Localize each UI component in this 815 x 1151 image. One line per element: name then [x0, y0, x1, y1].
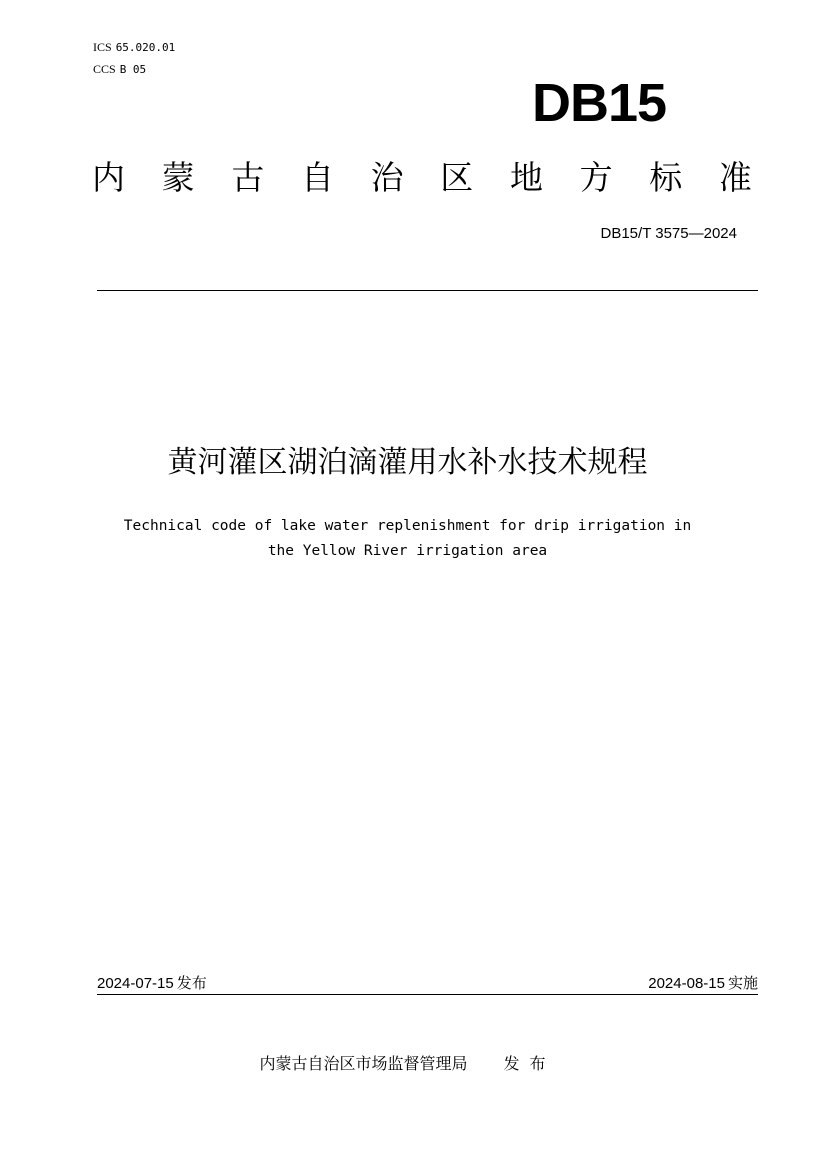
standard-type-char: 准 [718, 158, 752, 197]
publisher-name: 内蒙古自治区市场监督管理局 [259, 1054, 468, 1073]
issue-date [97, 972, 207, 995]
issue-date-label: 发布 [176, 974, 207, 992]
standard-number: DB15/T 3575—2024 [600, 225, 737, 242]
standard-type-char: 治 [370, 158, 404, 197]
standard-type-char: 内 [92, 158, 125, 197]
english-title-line: Technical code of lake water replenishment for drip irrigation in [123, 518, 692, 534]
standard-type-char: 区 [440, 158, 474, 197]
header-divider [97, 290, 758, 291]
standard-type-char: 地 [509, 158, 543, 197]
ccs-key: CCS [93, 62, 116, 76]
issue-date-value: 2024-07-15 [97, 975, 174, 992]
publisher-action: 发布 [503, 1054, 556, 1073]
ics-key: ICS [93, 40, 112, 54]
standard-type-char: 蒙 [161, 158, 195, 197]
implementation-date [648, 972, 758, 995]
standard-type-char: 标 [649, 158, 683, 197]
ics-value: 65.020.01 [115, 41, 176, 54]
standard-type-heading [92, 156, 752, 200]
document-title-chinese: 黄河灌区湖泊滴灌用水补水技术规程 [167, 445, 648, 480]
document-title-english [60, 514, 755, 564]
standard-type-char: 自 [300, 158, 334, 197]
standard-type-char: 方 [579, 158, 613, 197]
standard-type-char: 古 [231, 158, 265, 197]
english-title-line: the Yellow River irrigation area [267, 543, 548, 559]
ics-classification [93, 40, 175, 55]
implementation-date-label: 实施 [727, 974, 758, 992]
publisher-line [0, 1052, 815, 1076]
footer-divider [97, 994, 758, 995]
ccs-classification [93, 62, 146, 77]
ccs-value: B 05 [119, 63, 147, 76]
standard-code-logo: DB15 [532, 73, 667, 133]
implementation-date-value: 2024-08-15 [648, 975, 725, 992]
